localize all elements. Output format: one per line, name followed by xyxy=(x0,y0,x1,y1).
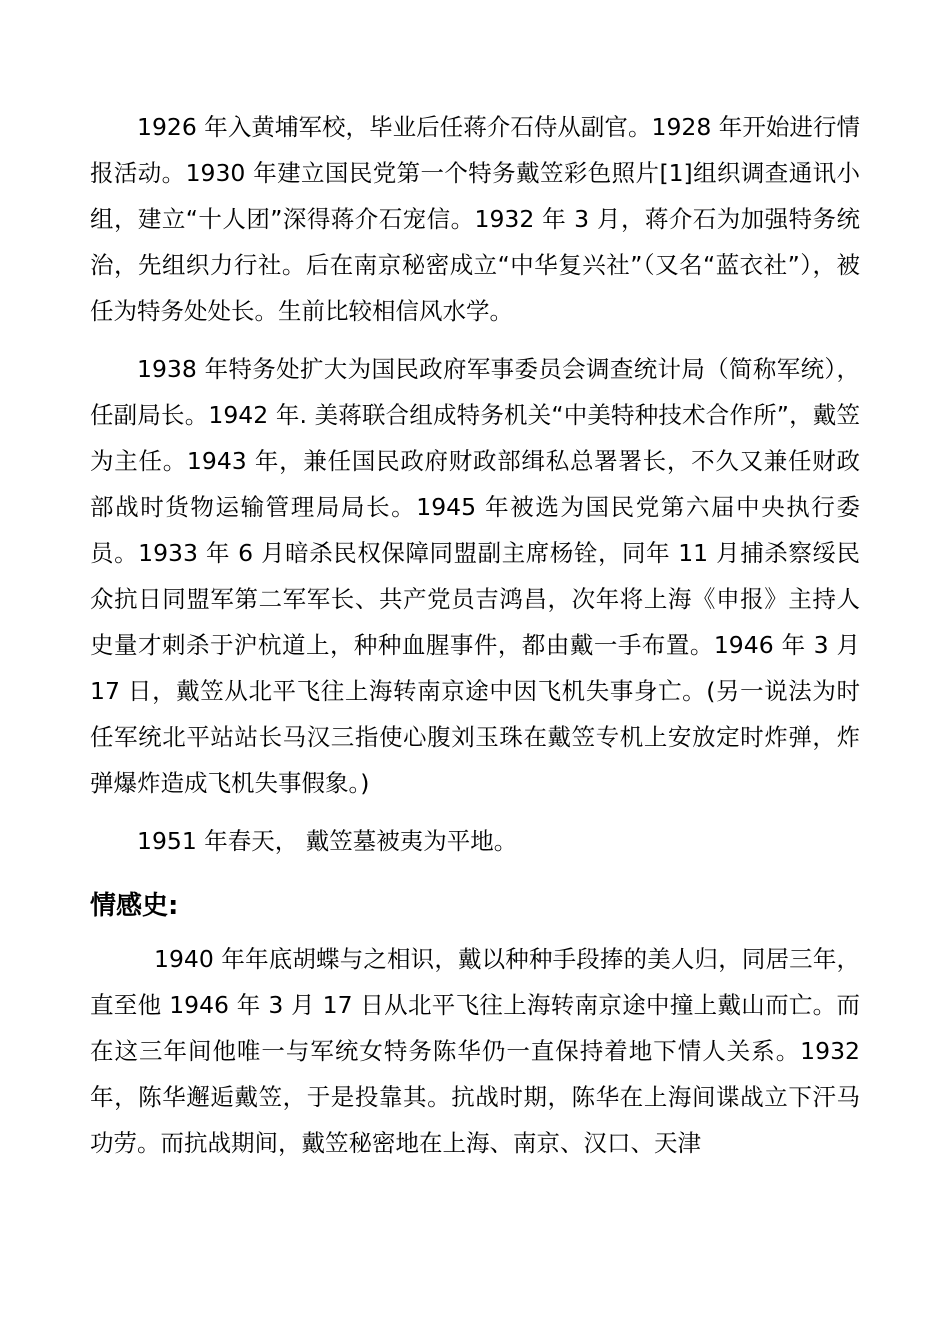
section-heading-romance: 情感史: xyxy=(90,891,179,921)
paragraph-juntong-career: 1938 年特务处扩大为国民政府军事委员会调查统计局（简称军统），任副局长。1942 年. 美蒋联合组成特务机关“中美特种技术合作所”，戴笠为主任。1943 年，兼任国民政府财政部缉私总署署长，不久又兼任财政部战时货物运输管理局局长。1945 年被选为国民党第六届中央执行委员。1933 年 6 月暗杀民权保障同盟副主席杨铨，同年 11 月捕杀察绥民众抗日同盟军第二军军长、共产党员吉鸿昌，次年将上海《申报》主持人史量才刺杀于沪杭道上，种种血腥事件，都由戴一手布置。1946 年 3 月 17 日，戴笠从北平飞往上海转南京途中因飞机失事身亡。(另一说法为时任军统北平站站长马汉三指使心腹刘玉珠在戴笠专机上安放定时炸弹，炸弹爆炸造成飞机失事假象。) xyxy=(90,355,860,797)
document-body xyxy=(90,104,860,1178)
paragraph-early-career: 1926 年入黄埔军校，毕业后任蒋介石侍从副官。1928 年开始进行情报活动。1930 年建立国民党第一个特务戴笠彩色照片[1]组织调查通讯小组，建立“十人团”深得蒋介石宠信。1932 年 3 月，蒋介石为加强特务统治，先组织力行社。后在南京秘密成立“中华复兴社”（又名“蓝衣社”），被任为特务处处长。生前比较相信风水学。 xyxy=(90,113,860,325)
paragraph-tomb: 1951 年春天， 戴笠墓被夷为平地。 xyxy=(137,827,518,855)
paragraph-romance: 1940 年年底胡蝶与之相识，戴以种种手段捧的美人归，同居三年，直至他 1946 年 3 月 17 日从北平飞往上海转南京途中撞上戴山而亡。而在这三年间他唯一与军统女特务陈华仍一直保持着地下情人关系。1932 年，陈华邂逅戴笠，于是投靠其。抗战时期，陈华在上海间谍战立下汗马功劳。而抗战期间，戴笠秘密地在上海、南京、汉口、天津 xyxy=(90,945,860,1157)
